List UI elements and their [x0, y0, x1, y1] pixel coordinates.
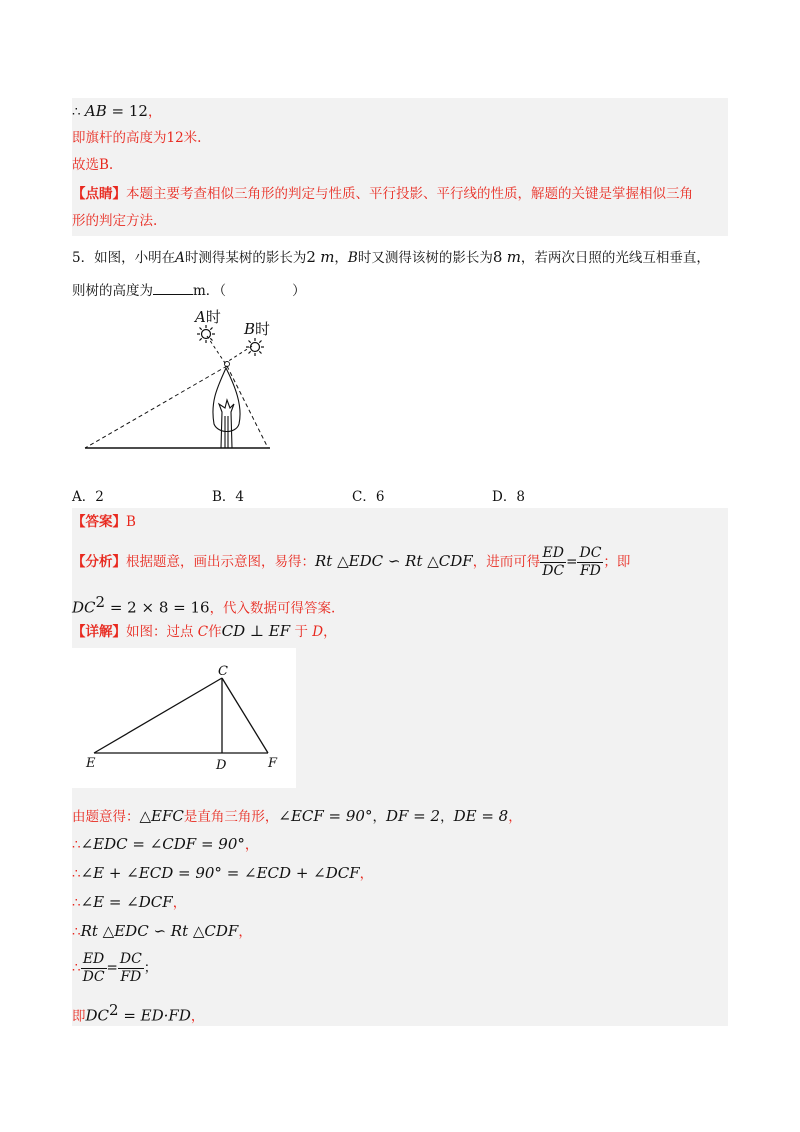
comment-line-2: 形的判定方法. — [72, 213, 158, 229]
triangle-figure — [72, 648, 296, 788]
comment-tag: 【点睛】 — [72, 186, 126, 202]
sun-b-icon — [246, 338, 264, 356]
step-2: ∴∠EDC = ∠CDF = 90°， — [72, 835, 259, 853]
top-line-2: 即旗杆的高度为12米. — [72, 130, 202, 146]
label-d: D — [216, 758, 227, 773]
step-7: 即$DC^2 = ED\cdot FD$， — [72, 1001, 205, 1025]
comment-line-1: 【点睛】本题主要考查相似三角形的判定与性质、平行投影、平行线的性质，解题的关键是掌握相似三角 — [72, 186, 693, 202]
sun-a-icon — [197, 325, 215, 343]
top-line-1: ∴ AB = 12， — [72, 102, 162, 120]
step-4: ∴∠E = ∠DCF， — [72, 893, 187, 911]
step-fraction-1: $\frac{ED}{DC}$ — [82, 951, 105, 985]
segment-cf — [222, 678, 268, 753]
answer-line: 【答案】B — [72, 514, 136, 530]
shadow-ray-left — [85, 366, 227, 448]
detail-tag: 【详解】 — [72, 624, 126, 640]
option-c[interactable]: C．6 — [352, 489, 385, 505]
question-line-2: 则树的高度为 m．（ ） — [72, 283, 306, 299]
tree-icon — [213, 368, 240, 448]
answer-blank — [153, 282, 193, 295]
step-6: ∴ $\frac{ED}{DC}$ = $\frac{DC}{FD}$ ； — [72, 951, 158, 985]
detail-line: 【详解】如图：过点 C作CD ⊥ EF 于 D， — [72, 622, 337, 640]
analysis-line-1: 【分析】根据题意，画出示意图，易得：Rt △EDC ∽ Rt △CDF，进而可得 $\frac{ED}{DC}$ = $\frac{DC}{FD}$ ；即 — [72, 545, 631, 579]
top-line-3: 故选B. — [72, 157, 114, 173]
step-fraction-2: $\frac{DC}{FD}$ — [119, 951, 142, 985]
label-c: C — [218, 664, 228, 679]
question-line-1: 5．如图，小明在A时测得某树的影长为2 m，B时又测得该树的影长为8 m，若两次日照的光线互相垂直， — [72, 248, 710, 266]
sun-b-label: B时 — [244, 320, 271, 338]
sun-a-label: A时 — [195, 308, 221, 326]
label-f: F — [268, 756, 278, 771]
top-point — [225, 362, 230, 367]
step-3: ∴∠E + ∠ECD = 90° = ∠ECD + ∠DCF， — [72, 864, 374, 882]
option-d[interactable]: D．8 — [492, 489, 525, 505]
analysis-line-2: $DC^2 = 2 \times 8 = 16$，代入数据可得答案. — [72, 593, 336, 617]
ray-a — [207, 336, 227, 366]
step-1: 由题意得：△EFC是直角三角形，∠ECF = 90°，DF = 2，DE = 8， — [72, 807, 522, 825]
analysis-tag: 【分析】 — [72, 554, 126, 570]
label-e: E — [86, 756, 96, 771]
option-b[interactable]: B．4 — [212, 489, 245, 505]
analysis-fraction-1: $\frac{ED}{DC}$ — [542, 545, 565, 579]
answer-tag: 【答案】 — [72, 514, 126, 530]
ray-b — [227, 346, 252, 362]
segment-ec — [94, 678, 222, 753]
analysis-fraction-2: $\frac{DC}{FD}$ — [579, 545, 602, 579]
step-5: ∴Rt △EDC ∽ Rt △CDF， — [72, 922, 252, 940]
option-a[interactable]: A．2 — [72, 489, 104, 505]
solution-block-top — [72, 98, 728, 236]
